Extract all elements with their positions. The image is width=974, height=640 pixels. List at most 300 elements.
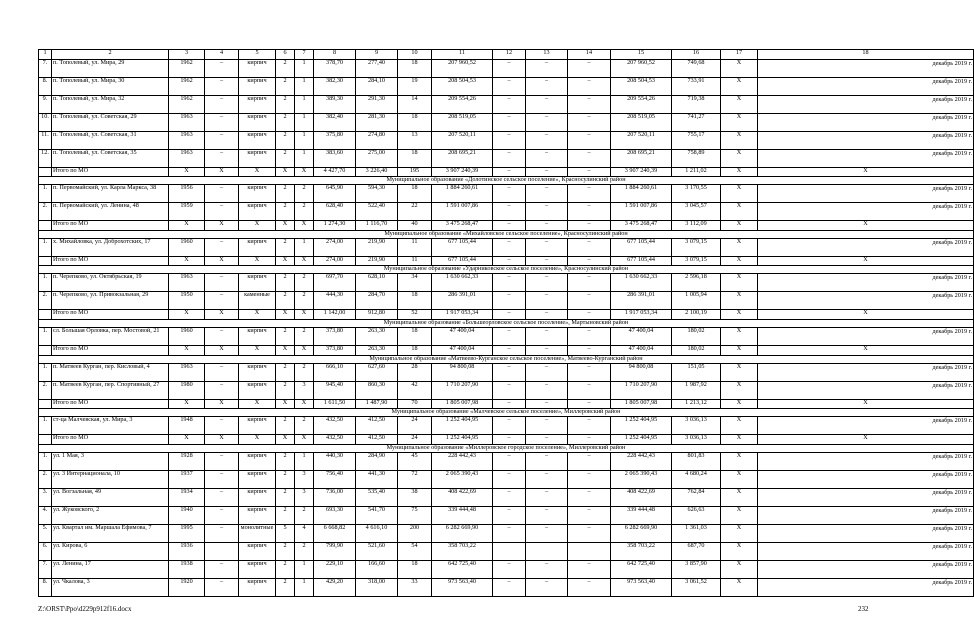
table-cell: 14 [398, 95, 432, 113]
table-cell: 19 [398, 77, 432, 95]
table-cell: 1 591 007,86 [611, 203, 672, 221]
table-cell: 275,00 [356, 149, 398, 167]
table-cell: 628,40 [314, 203, 356, 221]
table-cell: кирпич [239, 327, 276, 345]
table-cell: кирпич [239, 470, 276, 488]
table-cell: Х [758, 435, 974, 445]
table-cell: – [205, 524, 239, 542]
table-cell: – [205, 185, 239, 203]
table-cell: Х [721, 470, 758, 488]
table-cell: 677 105,44 [432, 238, 493, 256]
table-cell: Х [721, 363, 758, 381]
row-number-cell [39, 256, 52, 266]
table-cell: кирпич [239, 203, 276, 221]
table-cell: 1 591 007,86 [432, 203, 493, 221]
table-cell: 277,40 [356, 59, 398, 77]
table-cell: – [205, 95, 239, 113]
table-cell: Х [721, 113, 758, 131]
table-cell: – [205, 149, 239, 167]
table-cell: Х [169, 221, 205, 231]
table-cell: Х [276, 345, 295, 355]
table-cell: 2 [276, 488, 295, 506]
table-cell: – [526, 345, 568, 355]
table-cell: 208 695,21 [611, 149, 672, 167]
table-cell: 47 400,04 [611, 345, 672, 355]
table-cell: 1 005,94 [672, 292, 721, 310]
table-cell: Х [721, 578, 758, 596]
table-cell: – [526, 452, 568, 470]
table-cell: – [526, 435, 568, 445]
table-cell: 180,02 [672, 345, 721, 355]
column-number: 5 [239, 50, 276, 60]
table-row [39, 542, 974, 560]
table-cell: 1 [295, 131, 314, 149]
table-cell: – [568, 363, 611, 381]
deadline-cell: декабрь 2019 г. [758, 238, 974, 256]
table-cell: – [526, 470, 568, 488]
address-cell: ул. 3 Интернационала, 10 [52, 470, 169, 488]
table-cell: – [568, 381, 611, 399]
table-cell: каменные [239, 292, 276, 310]
table-cell: 291,30 [356, 95, 398, 113]
table-cell: 18 [398, 149, 432, 167]
table-cell: – [526, 131, 568, 149]
table-cell: 645,90 [314, 185, 356, 203]
column-number: 2 [52, 50, 169, 60]
table-cell: 1 252 404,95 [432, 435, 493, 445]
row-number-cell [39, 310, 52, 320]
row-number-cell [39, 345, 52, 355]
row-number-cell: 1. [39, 363, 52, 381]
table-row [39, 185, 974, 203]
section-heading-row [39, 266, 974, 274]
column-number: 3 [169, 50, 205, 60]
column-number: 15 [611, 50, 672, 60]
table-cell: Х [239, 399, 276, 409]
table-cell: кирпич [239, 113, 276, 131]
address-cell: п. Тополевый, ул. Советская, 35 [52, 149, 169, 167]
table-cell: 1 274,30 [314, 221, 356, 231]
table-cell: 2 [295, 506, 314, 524]
table-cell: Х [721, 488, 758, 506]
table-cell: кирпич [239, 238, 276, 256]
table-cell: – [205, 363, 239, 381]
table-cell: 626,63 [672, 506, 721, 524]
table-cell: кирпич [239, 560, 276, 578]
table-cell: кирпич [239, 149, 276, 167]
section-heading-row [39, 444, 974, 452]
table-cell: 1 [295, 59, 314, 77]
table-cell: 70 [398, 399, 432, 409]
table-cell: – [568, 452, 611, 470]
deadline-cell: декабрь 2019 г. [758, 203, 974, 221]
table-row [39, 506, 974, 524]
table-cell: 2 596,18 [672, 274, 721, 292]
column-number: 12 [493, 50, 526, 60]
table-cell: Х [205, 167, 239, 177]
address-cell: Итого по МО [52, 435, 169, 445]
table-cell: Х [721, 256, 758, 266]
table-cell: – [493, 113, 526, 131]
deadline-cell: декабрь 2019 г. [758, 363, 974, 381]
table-cell: 358 703,22 [611, 542, 672, 560]
table-cell: 1934 [169, 488, 205, 506]
table-cell: – [526, 77, 568, 95]
table-cell: – [526, 399, 568, 409]
table-cell: 209 554,26 [611, 95, 672, 113]
table-cell: 1959 [169, 203, 205, 221]
table-cell: Х [721, 345, 758, 355]
table-cell: 1 116,70 [356, 221, 398, 231]
table-cell: 1 884 260,61 [432, 185, 493, 203]
table-cell: 28 [398, 363, 432, 381]
table-cell: 3 [295, 470, 314, 488]
table-cell: 33 [398, 578, 432, 596]
table-cell: 2 [276, 542, 295, 560]
table-cell: 1 630 662,33 [611, 274, 672, 292]
table-cell: 6 282 669,90 [432, 524, 493, 542]
table-cell: 286 391,01 [611, 292, 672, 310]
table-cell: – [568, 59, 611, 77]
table-cell: – [568, 327, 611, 345]
table-cell: 2 [276, 149, 295, 167]
table-cell: – [568, 345, 611, 355]
table-cell: – [526, 524, 568, 542]
table-cell: – [526, 113, 568, 131]
table-cell: – [205, 274, 239, 292]
table-cell: 1963 [169, 149, 205, 167]
table-cell: – [493, 131, 526, 149]
table-cell: 2 [276, 238, 295, 256]
table-row [39, 149, 974, 167]
municipality-heading: Муниципальное образование «Матвеево-Курганское сельское поселение», Матвеево-Курганский район [39, 355, 974, 363]
table-cell: – [205, 560, 239, 578]
column-number: 11 [432, 50, 493, 60]
table-cell: 6 668,82 [314, 524, 356, 542]
table-cell: 2 065 390,43 [432, 470, 493, 488]
table-cell: Х [721, 310, 758, 320]
table-cell: 200 [398, 524, 432, 542]
table-cell: 42 [398, 381, 432, 399]
table-cell: кирпич [239, 274, 276, 292]
table-cell: 2 [276, 203, 295, 221]
table-cell: Х [169, 310, 205, 320]
row-number-cell: 3. [39, 488, 52, 506]
table-cell: 18 [398, 560, 432, 578]
row-number-cell: 1. [39, 274, 52, 292]
table-cell: 2 [276, 327, 295, 345]
table-cell: – [493, 327, 526, 345]
table-cell: 284,10 [356, 77, 398, 95]
table-cell: – [493, 435, 526, 445]
table-cell: – [568, 238, 611, 256]
table-cell: 1 [295, 77, 314, 95]
table-row [39, 560, 974, 578]
table-cell: 1 [295, 452, 314, 470]
table-cell: – [205, 417, 239, 435]
table-cell: 2 [276, 77, 295, 95]
table-cell: – [205, 327, 239, 345]
table-cell: – [568, 131, 611, 149]
table-cell: 594,30 [356, 185, 398, 203]
column-number: 17 [721, 50, 758, 60]
table-cell: 1938 [169, 560, 205, 578]
address-cell: Итого по МО [52, 167, 169, 177]
address-cell: х. Михайловка, ул. Доброхотских, 17 [52, 238, 169, 256]
table-cell: – [493, 167, 526, 177]
table-cell: Х [721, 506, 758, 524]
table-cell: Х [295, 256, 314, 266]
address-cell: ул. Жуковского, 2 [52, 506, 169, 524]
row-number-cell: 9. [39, 95, 52, 113]
municipality-heading: Муниципальное образование «Малчевское сельское поселение», Миллеровский район [39, 409, 974, 417]
table-cell: 1 917 053,34 [611, 310, 672, 320]
table-cell: 1960 [169, 327, 205, 345]
table-cell: Х [205, 256, 239, 266]
deadline-cell: декабрь 2019 г. [758, 327, 974, 345]
table-cell: 429,20 [314, 578, 356, 596]
table-cell: 5 [276, 524, 295, 542]
address-cell: сл. Большая Орловка, пер. Мостовой, 21 [52, 327, 169, 345]
document-path: Z:\ORST\Ppo\d229p912f16.docx [38, 605, 132, 613]
table-cell: 2 [276, 185, 295, 203]
table-cell: Х [721, 399, 758, 409]
table-cell: 4 [295, 524, 314, 542]
table-cell: 1 710 207,90 [611, 381, 672, 399]
column-number: 9 [356, 50, 398, 60]
table-cell: 1920 [169, 578, 205, 596]
address-cell: ул. Квартал им. Маршала Ефимова, 7 [52, 524, 169, 542]
table-cell: 3 475 268,47 [611, 221, 672, 231]
table-cell: 945,40 [314, 381, 356, 399]
table-row [39, 488, 974, 506]
section-heading-row [39, 355, 974, 363]
table-cell: 11 [398, 256, 432, 266]
table-cell: Х [239, 167, 276, 177]
table-cell: 1 252 404,95 [611, 435, 672, 445]
row-number-cell: 1. [39, 238, 52, 256]
table-cell: 3 170,55 [672, 185, 721, 203]
table-cell: 755,17 [672, 131, 721, 149]
table-cell: 3 907 240,39 [432, 167, 493, 177]
deadline-cell: декабрь 2019 г. [758, 292, 974, 310]
table-cell: 642 725,40 [432, 560, 493, 578]
address-cell: п. Первомайский, ул. Карла Маркса, 38 [52, 185, 169, 203]
table-cell: – [526, 363, 568, 381]
table-cell: 1963 [169, 274, 205, 292]
table-cell: 1 211,02 [672, 167, 721, 177]
table-cell: – [493, 149, 526, 167]
table-cell: 2 [295, 292, 314, 310]
table-cell: 2 [295, 363, 314, 381]
deadline-cell: декабрь 2019 г. [758, 59, 974, 77]
table-cell: 1 805 007,98 [611, 399, 672, 409]
table-cell: 1 917 053,34 [432, 310, 493, 320]
table-cell: 1 [295, 149, 314, 167]
column-number: 16 [672, 50, 721, 60]
table-cell: 38 [398, 488, 432, 506]
table-cell: 736,00 [314, 488, 356, 506]
table-cell: – [568, 560, 611, 578]
table-row [39, 327, 974, 345]
table-cell: 2 [276, 274, 295, 292]
municipality-heading: Муниципальное образование «Долотинское сельское поселение», Красносулинский район [39, 177, 974, 185]
table-cell: Х [758, 345, 974, 355]
table-cell: – [493, 310, 526, 320]
table-cell: 284,70 [356, 292, 398, 310]
table-cell: 697,70 [314, 274, 356, 292]
row-number-cell: 10. [39, 113, 52, 131]
table-cell: 3 079,15 [672, 238, 721, 256]
table-cell: 3 036,13 [672, 435, 721, 445]
table-cell: – [526, 506, 568, 524]
table-cell: Х [295, 221, 314, 231]
table-cell: 208 695,21 [432, 149, 493, 167]
table-cell: 207 960,52 [611, 59, 672, 77]
table-cell: 209 554,26 [432, 95, 493, 113]
table-cell: 1928 [169, 452, 205, 470]
row-number-cell: 5. [39, 524, 52, 542]
row-number-cell: 2. [39, 381, 52, 399]
table-row [39, 59, 974, 77]
table-cell: Х [276, 399, 295, 409]
table-cell: 3 079,15 [672, 256, 721, 266]
table-cell: 208 519,05 [611, 113, 672, 131]
table-cell: 274,80 [356, 131, 398, 149]
table-cell: – [493, 256, 526, 266]
table-cell: 3 475 268,47 [432, 221, 493, 231]
table-cell: Х [295, 310, 314, 320]
table-cell: – [493, 560, 526, 578]
address-cell: ст-ца Малчевская, ул. Мира, 3 [52, 417, 169, 435]
table-cell: – [493, 578, 526, 596]
table-cell: 801,83 [672, 452, 721, 470]
table-cell: 11 [398, 238, 432, 256]
table-cell: 3 857,90 [672, 560, 721, 578]
table-cell: 219,90 [356, 238, 398, 256]
row-number-cell: 2. [39, 292, 52, 310]
table-cell: Х [721, 292, 758, 310]
table-cell: 799,90 [314, 542, 356, 560]
table-cell: кирпич [239, 95, 276, 113]
table-cell: – [493, 399, 526, 409]
table-cell: 628,10 [356, 274, 398, 292]
table-cell: Х [295, 167, 314, 177]
table-cell: – [568, 292, 611, 310]
table-cell: 22 [398, 203, 432, 221]
table-cell: – [493, 77, 526, 95]
table-cell: Х [205, 345, 239, 355]
table-cell: 274,00 [314, 238, 356, 256]
municipality-heading: Муниципальное образование «Ударниковское сельское поселение», Красносулинский район [39, 266, 974, 274]
deadline-cell: декабрь 2019 г. [758, 524, 974, 542]
address-cell: п. Тополевый, ул. Советская, 31 [52, 131, 169, 149]
table-cell: 18 [398, 59, 432, 77]
table-cell: 180,02 [672, 327, 721, 345]
table-row [39, 77, 974, 95]
page-number: 232 [858, 605, 869, 613]
column-number: 6 [276, 50, 295, 60]
address-cell: Итого по МО [52, 256, 169, 266]
table-cell: – [568, 77, 611, 95]
table-cell: кирпич [239, 417, 276, 435]
table-cell: 1963 [169, 131, 205, 149]
table-cell: кирпич [239, 452, 276, 470]
table-cell: Х [721, 185, 758, 203]
column-number: 8 [314, 50, 356, 60]
table-cell: – [568, 578, 611, 596]
table-cell: 151,05 [672, 363, 721, 381]
table-cell: 52 [398, 310, 432, 320]
table-cell: 1 [295, 578, 314, 596]
table-cell: – [526, 310, 568, 320]
table-cell: кирпич [239, 488, 276, 506]
table-cell: – [205, 131, 239, 149]
table-cell: – [526, 327, 568, 345]
table-cell: Х [295, 399, 314, 409]
table-row [39, 417, 974, 435]
table-cell: – [526, 488, 568, 506]
table-cell: 18 [398, 327, 432, 345]
table-cell: 34 [398, 274, 432, 292]
table-cell: Х [721, 327, 758, 345]
table-row [39, 292, 974, 310]
table-cell: 284,90 [356, 452, 398, 470]
table-cell: 3 061,52 [672, 578, 721, 596]
address-cell: ул. Кирова, 6 [52, 542, 169, 560]
deadline-cell: декабрь 2019 г. [758, 185, 974, 203]
table-cell: 1940 [169, 506, 205, 524]
table-cell: 2 [276, 417, 295, 435]
table-cell: – [526, 578, 568, 596]
deadline-cell: декабрь 2019 г. [758, 560, 974, 578]
table-cell: – [205, 292, 239, 310]
deadline-cell: декабрь 2019 г. [758, 542, 974, 560]
table-cell: – [493, 452, 526, 470]
table-cell: кирпич [239, 185, 276, 203]
table-cell: – [568, 524, 611, 542]
table-row [39, 363, 974, 381]
table-cell: Х [721, 417, 758, 435]
table-cell: кирпич [239, 506, 276, 524]
subtotal-row [39, 435, 974, 445]
table-row [39, 578, 974, 596]
table-cell: Х [169, 399, 205, 409]
table-cell: кирпич [239, 381, 276, 399]
table-cell: 339 444,48 [611, 506, 672, 524]
table-cell: Х [295, 435, 314, 445]
table-cell: 432,50 [314, 417, 356, 435]
table-cell: 229,10 [314, 560, 356, 578]
table-cell: 412,50 [356, 435, 398, 445]
table-cell: Х [205, 221, 239, 231]
table-cell: 281,30 [356, 113, 398, 131]
table-cell: монолитные [239, 524, 276, 542]
table-cell: Х [205, 310, 239, 320]
deadline-cell: декабрь 2019 г. [758, 95, 974, 113]
table-cell: 1 611,50 [314, 399, 356, 409]
table-cell: – [526, 167, 568, 177]
table-row [39, 381, 974, 399]
table-cell: 2 [295, 274, 314, 292]
table-cell: 208 504,53 [611, 77, 672, 95]
row-number-cell [39, 167, 52, 177]
deadline-cell: декабрь 2019 г. [758, 506, 974, 524]
table-cell: 687,70 [672, 542, 721, 560]
address-cell: Итого по МО [52, 310, 169, 320]
address-cell: п. Тополевый, ул. Мира, 29 [52, 59, 169, 77]
table-row [39, 203, 974, 221]
